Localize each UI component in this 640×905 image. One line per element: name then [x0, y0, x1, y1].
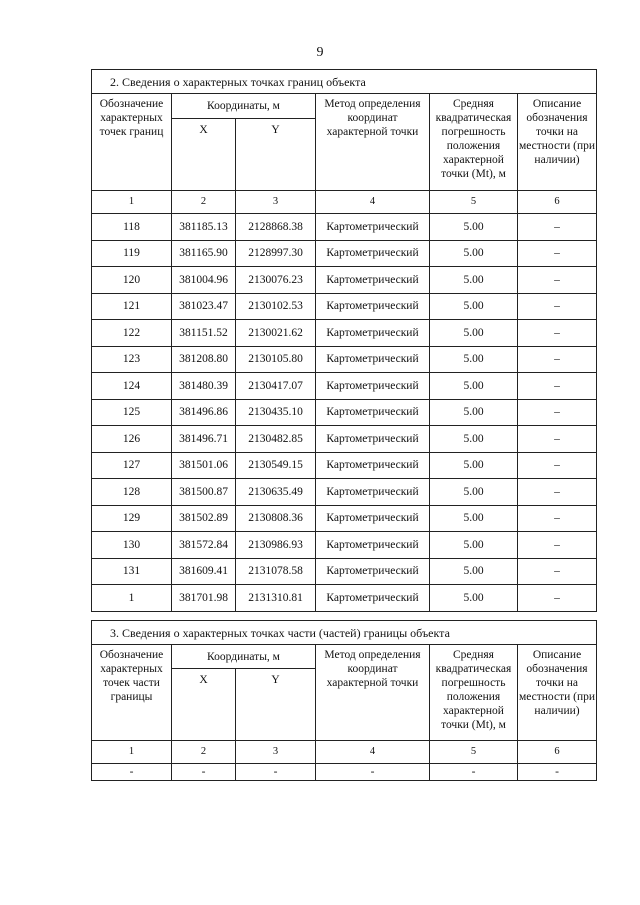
accuracy-cell: 5.00: [430, 585, 518, 612]
description-cell: –: [518, 267, 597, 294]
table-row: [92, 452, 597, 479]
table-row: [92, 346, 597, 373]
x-cell: 381502.89: [172, 505, 236, 532]
method-cell: Картометрический: [316, 532, 430, 559]
table-row: [92, 479, 597, 506]
table-row: [92, 585, 597, 612]
method-header: Метод определения координат характерной точки: [316, 645, 430, 741]
x-cell: 381496.86: [172, 399, 236, 426]
description-cell: –: [518, 585, 597, 612]
method-cell: Картометрический: [316, 214, 430, 241]
y-cell: 2130482.85: [236, 426, 316, 453]
y-cell: 2130417.07: [236, 373, 316, 400]
x-cell: 381208.80: [172, 346, 236, 373]
table-row: [92, 267, 597, 294]
point-cell: 128: [92, 479, 172, 506]
method-header: Метод определения координат характерной точки: [316, 94, 430, 191]
column-number: 2: [172, 741, 236, 764]
table-row: [92, 426, 597, 453]
x-cell: 381023.47: [172, 293, 236, 320]
column-number: 1: [92, 191, 172, 214]
accuracy-cell: 5.00: [430, 240, 518, 267]
accuracy-cell: 5.00: [430, 426, 518, 453]
column-number: 1: [92, 741, 172, 764]
description-cell: –: [518, 293, 597, 320]
description-cell: –: [518, 426, 597, 453]
description-header: Описание обозначения точки на местности (при наличии): [518, 645, 597, 741]
description-cell: –: [518, 532, 597, 559]
accuracy-cell: 5.00: [430, 373, 518, 400]
section-title: 2. Сведения о характерных точках границ объекта: [92, 70, 597, 94]
y-cell: 2130435.10: [236, 399, 316, 426]
method-cell: -: [316, 764, 430, 781]
y-cell: -: [236, 764, 316, 781]
point-name-header: Обозначение характерных точек границ: [92, 94, 172, 191]
point-cell: 122: [92, 320, 172, 347]
point-cell: 130: [92, 532, 172, 559]
accuracy-header: Средняя квадратическая погрешность положения характерной точки (Mt), м: [430, 94, 518, 191]
column-number: 5: [430, 741, 518, 764]
y-cell: 2130102.53: [236, 293, 316, 320]
table-row: [92, 214, 597, 241]
point-cell: 123: [92, 346, 172, 373]
y-header: Y: [236, 119, 316, 191]
point-cell: 131: [92, 558, 172, 585]
method-cell: Картометрический: [316, 320, 430, 347]
x-cell: -: [172, 764, 236, 781]
y-cell: 2130105.80: [236, 346, 316, 373]
accuracy-cell: 5.00: [430, 293, 518, 320]
point-cell: 118: [92, 214, 172, 241]
method-cell: Картометрический: [316, 399, 430, 426]
point-cell: 124: [92, 373, 172, 400]
column-number: 3: [236, 741, 316, 764]
description-cell: –: [518, 373, 597, 400]
y-cell: 2130549.15: [236, 452, 316, 479]
part-boundary-points-table: [91, 620, 597, 781]
y-cell: 2130986.93: [236, 532, 316, 559]
section-title: 3. Сведения о характерных точках части (частей) границы объекта: [92, 621, 597, 645]
y-cell: 2131310.81: [236, 585, 316, 612]
description-cell: –: [518, 320, 597, 347]
y-header: Y: [236, 669, 316, 741]
column-number: 3: [236, 191, 316, 214]
point-cell: 1: [92, 585, 172, 612]
point-cell: 125: [92, 399, 172, 426]
description-cell: –: [518, 452, 597, 479]
point-cell: 120: [92, 267, 172, 294]
description-cell: –: [518, 558, 597, 585]
table-body: [92, 214, 597, 612]
table-row: [92, 505, 597, 532]
accuracy-cell: 5.00: [430, 320, 518, 347]
y-cell: 2128997.30: [236, 240, 316, 267]
description-cell: –: [518, 214, 597, 241]
page-number: 9: [316, 45, 324, 60]
column-number: 6: [518, 741, 597, 764]
column-number: 5: [430, 191, 518, 214]
method-cell: Картометрический: [316, 505, 430, 532]
accuracy-cell: 5.00: [430, 479, 518, 506]
accuracy-cell: 5.00: [430, 346, 518, 373]
table-row: [92, 764, 597, 781]
y-cell: 2130808.36: [236, 505, 316, 532]
table-row: [92, 373, 597, 400]
accuracy-cell: 5.00: [430, 452, 518, 479]
method-cell: Картометрический: [316, 426, 430, 453]
method-cell: Картометрический: [316, 452, 430, 479]
method-cell: Картометрический: [316, 293, 430, 320]
table-row: [92, 293, 597, 320]
x-cell: 381501.06: [172, 452, 236, 479]
accuracy-cell: 5.00: [430, 267, 518, 294]
x-header: X: [172, 669, 236, 741]
x-cell: 381151.52: [172, 320, 236, 347]
coordinates-header: Координаты, м: [172, 645, 316, 669]
method-cell: Картометрический: [316, 346, 430, 373]
y-cell: 2130635.49: [236, 479, 316, 506]
accuracy-cell: 5.00: [430, 399, 518, 426]
table-row: [92, 399, 597, 426]
accuracy-cell: 5.00: [430, 505, 518, 532]
x-cell: 381185.13: [172, 214, 236, 241]
description-header: Описание обозначения точки на местности (при наличии): [518, 94, 597, 191]
y-cell: 2130076.23: [236, 267, 316, 294]
accuracy-cell: -: [430, 764, 518, 781]
x-header: X: [172, 119, 236, 191]
table-row: [92, 240, 597, 267]
description-cell: -: [518, 764, 597, 781]
accuracy-cell: 5.00: [430, 558, 518, 585]
accuracy-cell: 5.00: [430, 532, 518, 559]
x-cell: 381609.41: [172, 558, 236, 585]
coordinates-header: Координаты, м: [172, 94, 316, 119]
point-cell: 121: [92, 293, 172, 320]
x-cell: 381500.87: [172, 479, 236, 506]
point-cell: 127: [92, 452, 172, 479]
description-cell: –: [518, 479, 597, 506]
table-row: [92, 558, 597, 585]
x-cell: 381496.71: [172, 426, 236, 453]
column-number: 6: [518, 191, 597, 214]
method-cell: Картометрический: [316, 373, 430, 400]
boundary-points-table: [91, 69, 597, 612]
description-cell: –: [518, 505, 597, 532]
column-number-row: [92, 191, 597, 214]
column-number-row: [92, 741, 597, 764]
x-cell: 381480.39: [172, 373, 236, 400]
column-number: 4: [316, 741, 430, 764]
description-cell: –: [518, 399, 597, 426]
point-cell: -: [92, 764, 172, 781]
y-cell: 2130021.62: [236, 320, 316, 347]
x-cell: 381165.90: [172, 240, 236, 267]
point-cell: 119: [92, 240, 172, 267]
point-cell: 126: [92, 426, 172, 453]
column-number: 4: [316, 191, 430, 214]
description-cell: –: [518, 240, 597, 267]
accuracy-cell: 5.00: [430, 214, 518, 241]
column-number: 2: [172, 191, 236, 214]
method-cell: Картометрический: [316, 558, 430, 585]
accuracy-header: Средняя квадратическая погрешность положения характерной точки (Mt), м: [430, 645, 518, 741]
description-cell: –: [518, 346, 597, 373]
point-cell: 129: [92, 505, 172, 532]
method-cell: Картометрический: [316, 240, 430, 267]
method-cell: Картометрический: [316, 479, 430, 506]
table-row: [92, 320, 597, 347]
method-cell: Картометрический: [316, 267, 430, 294]
x-cell: 381572.84: [172, 532, 236, 559]
method-cell: Картометрический: [316, 585, 430, 612]
point-name-header: Обозначение характерных точек части границы: [92, 645, 172, 741]
x-cell: 381004.96: [172, 267, 236, 294]
x-cell: 381701.98: [172, 585, 236, 612]
y-cell: 2128868.38: [236, 214, 316, 241]
table-body: [92, 764, 597, 781]
table-row: [92, 532, 597, 559]
y-cell: 2131078.58: [236, 558, 316, 585]
